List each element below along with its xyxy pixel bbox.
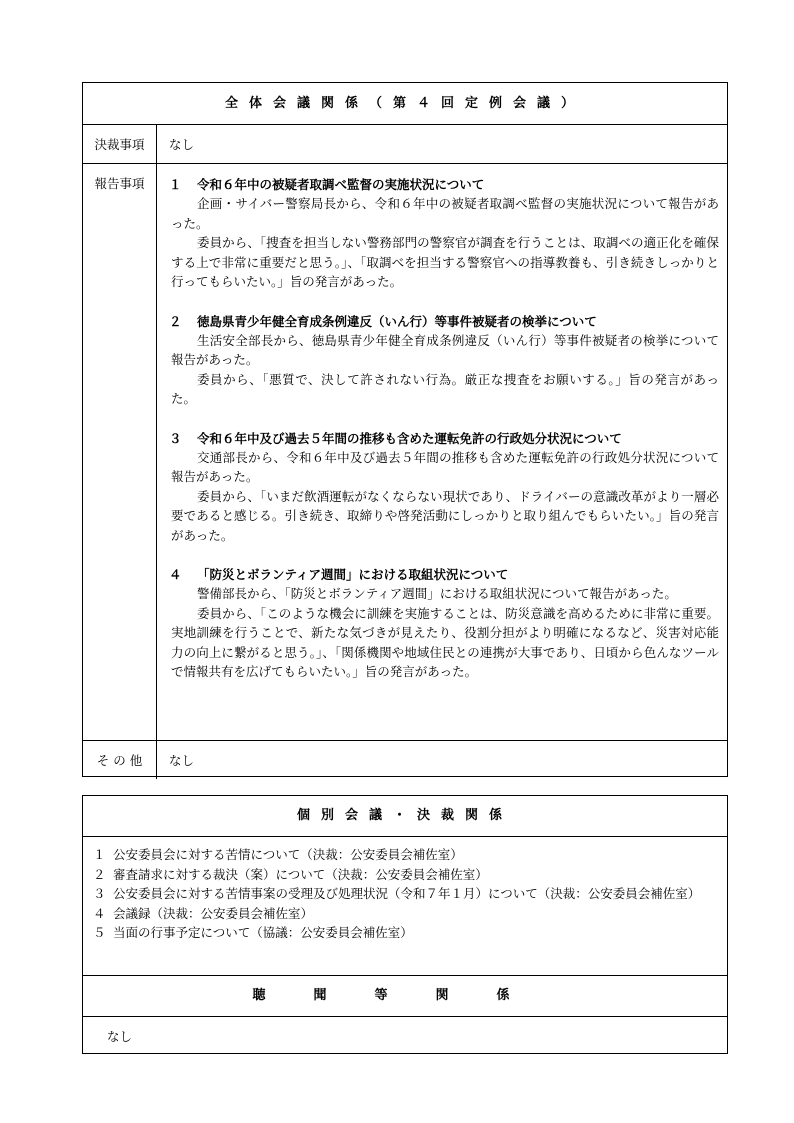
hokoku-item-comment: 委員から、「いまだ飲酒運転がなくならない現状であり、ドライバーの意識改革がより一層必要であると感じる。引き続き、取締りや啓発活動にしっかりと取り組んでもらいたい。」旨の発言があった。 — [171, 488, 719, 543]
kobetsu-kaigi-table — [82, 795, 728, 1054]
hokoku-body — [157, 164, 727, 740]
hokoku-item-number: ２ — [169, 313, 182, 329]
sonota-row — [83, 741, 727, 779]
list-item — [93, 904, 719, 924]
kessai-row — [83, 125, 727, 164]
hokoku-row — [83, 164, 727, 741]
zentai-kaigi-table — [82, 82, 728, 777]
kobetsu-kaigi-title: 個別会議・決裁関係 — [83, 796, 727, 837]
kessai-value: なし — [169, 137, 195, 152]
hokoku-item-title: 令和６年中及び過去５年間の推移も含めた運転免許の行政処分状況について — [197, 430, 622, 446]
hokoku-item — [169, 175, 719, 292]
hokoku-item — [169, 312, 719, 409]
hokoku-item-report: 企画・サイバー警察局長から、令和６年中の被疑者取調べ監督の実施状況について報告があった。 — [171, 196, 719, 231]
list-item-number: ２ — [93, 866, 106, 882]
hokoku-item-title: 「防災とボランティア週間」における取組状況について — [197, 567, 509, 582]
zentai-kaigi-title: 全体会議関係（第４回定例会議） — [83, 83, 727, 125]
hokoku-item-number: ３ — [169, 430, 182, 446]
list-item-number: ４ — [93, 905, 106, 921]
hokoku-item-comment: 委員から、「悪質で、決して許されない行為。厳正な捜査をお願いする。」旨の発言があった。 — [171, 371, 719, 406]
list-item-number: ５ — [93, 925, 106, 940]
hokoku-item-number: １ — [169, 177, 182, 192]
hokoku-item-heading — [169, 565, 719, 584]
chomon-title: 聴聞等関係 — [83, 976, 727, 1017]
list-item — [93, 884, 719, 904]
list-item — [93, 845, 719, 865]
list-item — [93, 865, 719, 885]
sonota-label: そ の 他 — [83, 741, 157, 779]
list-item-text: 会議録（決裁：公安委員会補佐室） — [113, 905, 314, 921]
hokoku-item-report: 警備部長から、「防災とボランティア週間」における取組状況について報告があった。 — [197, 586, 677, 601]
hokoku-item-report: 生活安全部長から、徳島県青少年健全育成条例違反（いん行）等事件被疑者の検挙について報告があった。 — [171, 332, 719, 367]
hokoku-item-comment: 委員から、「捜査を担当しない警務部門の警察官が調査を行うことは、取調べの適正化を確保する上で非常に重要だと思う。」、「取調べを担当する警察官への指導教養も、引き続きしっかりと行ってもらいたい。」旨の発言があった。 — [171, 235, 719, 289]
list-item-text: 審査請求に対する裁決（案）について（決裁：公安委員会補佐室） — [113, 866, 488, 882]
list-item-number: ３ — [93, 886, 106, 901]
hokoku-item-heading — [169, 429, 719, 448]
hokoku-item-title: 令和６年中の被疑者取調べ監督の実施状況について — [197, 177, 485, 192]
chomon-value: なし — [107, 1029, 133, 1044]
list-item-number: １ — [93, 847, 106, 862]
sonota-value: なし — [169, 753, 195, 768]
kobetsu-list — [83, 837, 727, 976]
kessai-label: 決裁事項 — [83, 125, 157, 163]
hokoku-item-heading — [169, 175, 719, 194]
hokoku-item-number: ４ — [169, 567, 182, 582]
list-item-text: 当面の行事予定について（協議：公安委員会補佐室） — [113, 925, 413, 940]
hokoku-item — [169, 429, 719, 546]
hokoku-item-heading — [169, 312, 719, 331]
list-item — [93, 923, 719, 943]
hokoku-item-title: 徳島県青少年健全育成条例違反（いん行）等事件被疑者の検挙について — [197, 313, 597, 329]
hokoku-item-comment: 委員から、「このような機会に訓練を実施することは、防災意識を高めるために非常に重要。実地訓練を行うことで、新たな気づきが見えたり、役割分担がより明確になるなど、災害対応能力の向上に繋がると思う。」、「関係機関や地域住民との連携が大事であり、日頃から色んなツールで情報共有を広げてもらいたい。」旨の発言があった。 — [171, 605, 719, 679]
hokoku-item — [169, 565, 719, 682]
list-item-text: 公安委員会に対する苦情について（決裁：公安委員会補佐室） — [113, 847, 463, 862]
list-item-text: 公安委員会に対する苦情事案の受理及び処理状況（令和７年１月）について（決裁：公安委員会補佐室） — [113, 886, 701, 901]
hokoku-item-report: 交通部長から、令和６年中及び過去５年間の推移も含めた運転免許の行政処分状況について報告があった。 — [171, 449, 719, 484]
hokoku-label: 報告事項 — [83, 164, 157, 740]
